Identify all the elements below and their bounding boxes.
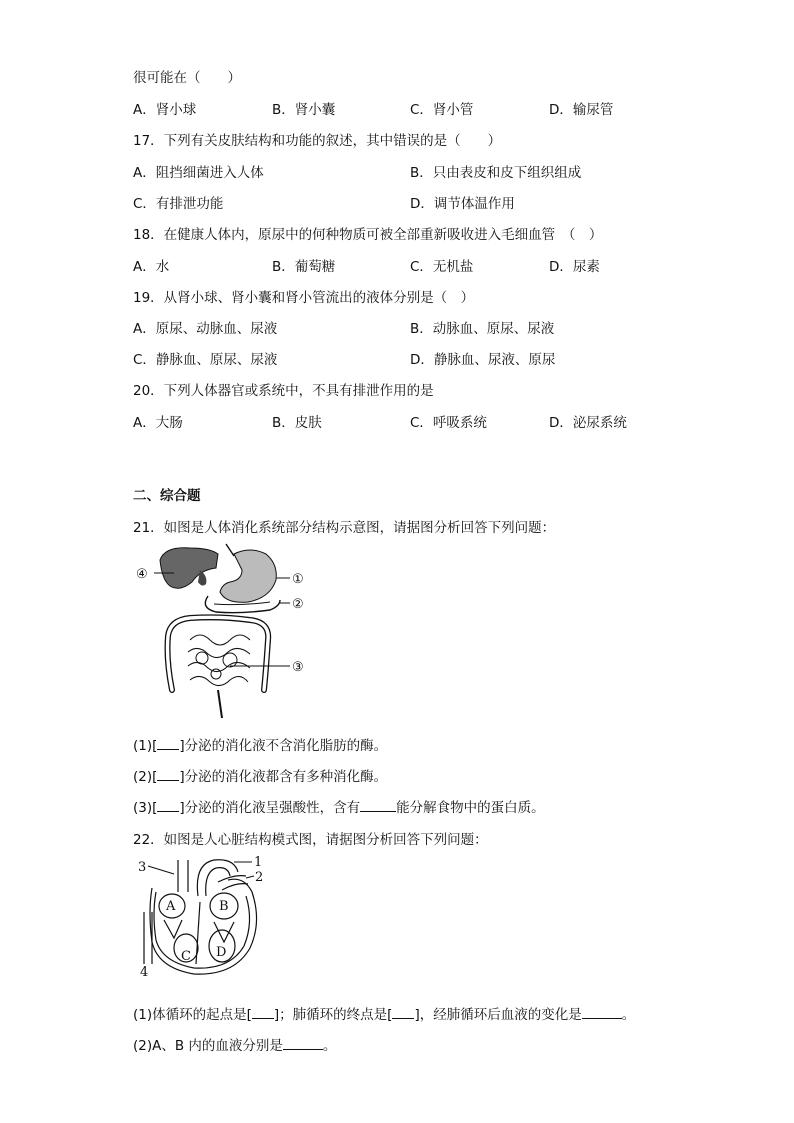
q18-option-a: A．水: [133, 259, 170, 275]
answer-blank[interactable]: [157, 766, 179, 781]
figure-label-3: ③: [292, 660, 304, 675]
q16-option-a: A．肾小球: [133, 102, 197, 118]
q19-option-d: D．静脉血、尿液、原尿: [410, 352, 556, 368]
heart-label-1: 1: [254, 855, 263, 870]
q20-option-b: B．皮肤: [272, 415, 322, 431]
q17-option-b: B．只由表皮和皮下组织组成: [410, 165, 582, 181]
digestive-system-figure: [130, 540, 320, 722]
answer-blank[interactable]: [392, 1004, 414, 1019]
q18-stem: 18．在健康人体内，原尿中的何种物质可被全部重新吸收进入毛细血管 （ ）: [133, 227, 603, 243]
answer-blank[interactable]: [283, 1035, 323, 1050]
figure-label-1: ①: [292, 572, 304, 587]
heart-label-2: 2: [255, 870, 264, 885]
answer-blank[interactable]: [582, 1004, 622, 1019]
heart-label-c: C: [181, 949, 191, 964]
figure-label-2: ②: [292, 597, 304, 612]
q16-option-b: B．肾小囊: [272, 102, 336, 118]
q21-sub1: (1)[ ]分泌的消化液不含消化脂肪的酶。: [133, 734, 387, 754]
heart-label-d: D: [216, 945, 227, 960]
q21-stem: 21．如图是人体消化系统部分结构示意图，请据图分析回答下列问题：: [133, 520, 556, 536]
q19-option-c: C．静脉血、原尿、尿液: [133, 352, 278, 368]
q16-option-c: C．肾小管: [410, 102, 474, 118]
answer-blank[interactable]: [252, 1004, 274, 1019]
answer-blank[interactable]: [157, 735, 179, 750]
heart-figure: [134, 852, 274, 980]
section-title: 二、综合题: [133, 488, 201, 504]
q20-option-a: A．大肠: [133, 415, 183, 431]
q18-option-c: C．无机盐: [410, 259, 474, 275]
heart-label-4: 4: [140, 965, 149, 980]
q17-option-a: A．阻挡细菌进入人体: [133, 165, 264, 181]
q20-option-d: D．泌尿系统: [549, 415, 627, 431]
q20-option-c: C．呼吸系统: [410, 415, 487, 431]
q22-sub2: (2)A、B 内的血液分别是 。: [133, 1034, 336, 1054]
answer-blank[interactable]: [157, 797, 179, 812]
q19-option-a: A．原尿、动脉血、尿液: [133, 321, 278, 337]
heart-label-a: A: [166, 899, 176, 914]
q19-stem: 19．从肾小球、肾小囊和肾小管流出的液体分别是（ ）: [133, 290, 475, 306]
q20-stem: 20．下列人体器官或系统中，不具有排泄作用的是: [133, 383, 434, 399]
figure-label-4: ④: [136, 567, 148, 582]
heart-label-b: B: [219, 899, 229, 914]
q17-option-c: C．有排泄功能: [133, 196, 224, 212]
q21-sub3: (3)[ ]分泌的消化液呈强酸性，含有 能分解食物中的蛋白质。: [133, 796, 545, 816]
q17-option-d: D．调节体温作用: [410, 196, 515, 212]
q18-option-d: D．尿素: [549, 259, 600, 275]
q18-option-b: B．葡萄糖: [272, 259, 336, 275]
q22-sub1: (1)体循环的起点是[ ]；肺循环的终点是[ ]，经肺循环后血液的变化是 。: [133, 1003, 635, 1023]
q17-stem: 17．下列有关皮肤结构和功能的叙述，其中错误的是（ ）: [133, 133, 502, 149]
q19-option-b: B．动脉血、原尿、尿液: [410, 321, 555, 337]
q21-sub2: (2)[ ]分泌的消化液都含有多种消化酶。: [133, 765, 387, 785]
q22-stem: 22．如图是人心脏结构模式图，请据图分析回答下列问题：: [133, 832, 488, 848]
answer-blank[interactable]: [360, 797, 396, 812]
heart-label-3: 3: [138, 860, 147, 875]
q16-stem-tail: 很可能在（ ）: [133, 70, 241, 86]
q16-option-d: D．输尿管: [549, 102, 614, 118]
